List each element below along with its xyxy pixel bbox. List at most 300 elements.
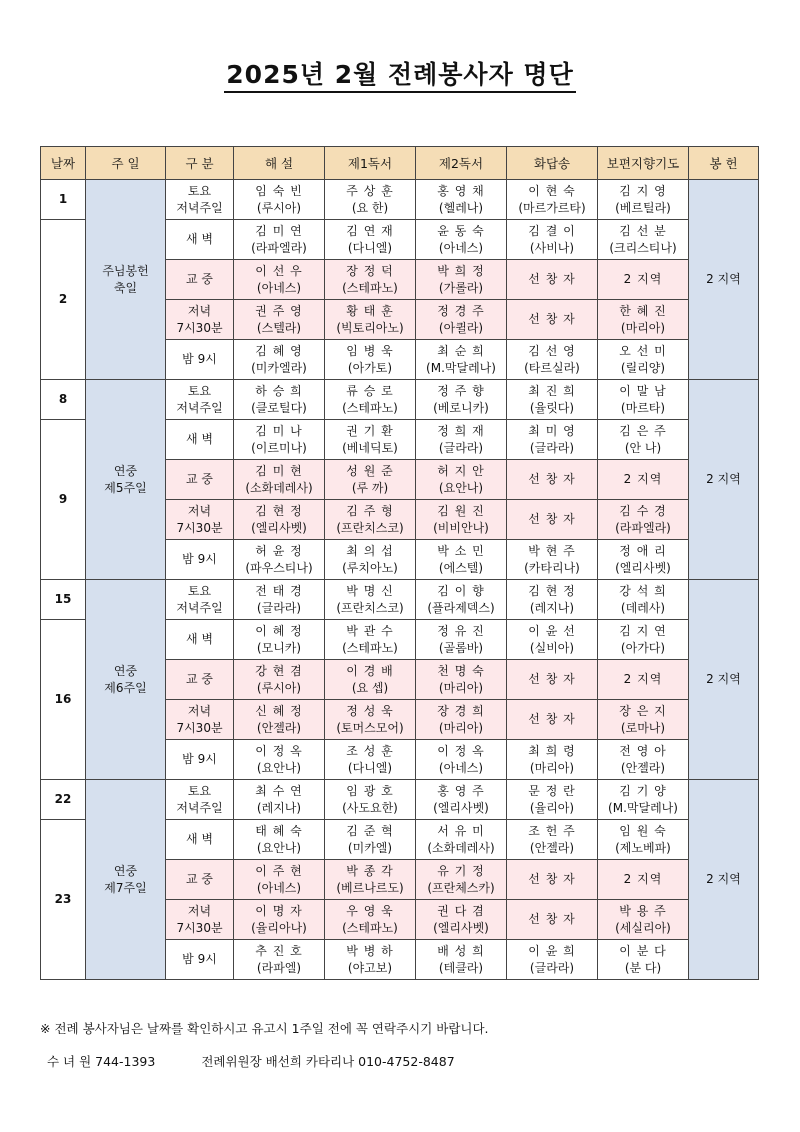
cell-commentary	[234, 700, 325, 740]
cell-psalm	[507, 540, 598, 580]
mass-time-main-mass	[166, 260, 234, 300]
volunteer-name: 한 혜 진	[619, 303, 667, 318]
baptismal-name: (헬레나)	[438, 200, 484, 215]
roster-table	[40, 146, 759, 980]
cell-psalm	[507, 780, 598, 820]
cell-reading2	[416, 340, 507, 380]
baptismal-name: (가롤라)	[438, 280, 484, 295]
cell-reading2	[416, 300, 507, 340]
cell-reading1	[325, 620, 416, 660]
date-saturday: 8	[41, 380, 86, 420]
baptismal-name: (레지나)	[256, 800, 302, 815]
mass-time-line: 저녁	[187, 903, 212, 918]
cell-intercessions	[598, 180, 689, 220]
mass-time-sat-evening	[166, 180, 234, 220]
cell-reading1	[325, 540, 416, 580]
header-psalm: 화답송	[507, 147, 598, 180]
volunteer-name: 박 종 각	[346, 863, 394, 878]
cell-intercessions	[598, 460, 689, 500]
baptismal-name: (M.막달레나)	[426, 360, 496, 375]
volunteer-name: 선 창 자	[528, 512, 576, 526]
cell-intercessions	[598, 500, 689, 540]
baptismal-name: (안젤라)	[529, 840, 575, 855]
baptismal-name: (스테파노)	[342, 400, 398, 415]
volunteer-name: 이 혜 정	[255, 623, 303, 638]
volunteer-name: 정 애 리	[619, 543, 667, 558]
cell-commentary	[234, 420, 325, 460]
volunteer-name: 김 지 연	[619, 623, 667, 638]
mass-time-line: 7시30분	[176, 520, 223, 535]
cell-commentary	[234, 580, 325, 620]
volunteer-name: 조 성 훈	[346, 743, 394, 758]
volunteer-name: 김 준 혁	[346, 823, 394, 838]
baptismal-name: (라파엘라)	[615, 520, 671, 535]
cell-reading2	[416, 540, 507, 580]
cell-reading2	[416, 260, 507, 300]
volunteer-name: 유 기 정	[437, 863, 485, 878]
mass-time-line: 저녁	[187, 303, 212, 318]
volunteer-name: 장 경 희	[437, 703, 485, 718]
cell-reading2	[416, 860, 507, 900]
sunday-name	[86, 380, 166, 580]
cell-psalm	[507, 300, 598, 340]
cell-intercessions	[598, 860, 689, 900]
volunteer-name: 김 미 연	[255, 223, 303, 238]
cell-psalm	[507, 580, 598, 620]
volunteer-name: 하 승 희	[255, 383, 303, 398]
baptismal-name: (파우스티나)	[245, 560, 313, 575]
baptismal-name: (소화데레사)	[245, 480, 313, 495]
mass-time-dawn	[166, 420, 234, 460]
volunteer-name: 이 선 우	[255, 263, 303, 278]
cell-commentary	[234, 300, 325, 340]
volunteer-name: 이 명 자	[255, 903, 303, 918]
cell-reading1	[325, 700, 416, 740]
volunteer-name: 임 원 숙	[619, 823, 667, 838]
baptismal-name: (소화데레사)	[427, 840, 495, 855]
volunteer-name: 배 성 희	[437, 943, 485, 958]
mass-time-main-mass	[166, 460, 234, 500]
cell-reading2	[416, 780, 507, 820]
volunteer-name: 성 원 준	[346, 463, 394, 478]
cell-psalm	[507, 220, 598, 260]
cell-intercessions	[598, 780, 689, 820]
volunteer-name: 이 말 남	[619, 383, 667, 398]
volunteer-name: 이 정 옥	[437, 743, 485, 758]
baptismal-name: (아네스)	[256, 880, 302, 895]
page-title: 2025년 2월 전례봉사자 명단	[0, 55, 800, 91]
baptismal-name: (아퀼라)	[438, 320, 484, 335]
offering-group: 2 지역	[689, 180, 759, 380]
cell-psalm	[507, 940, 598, 980]
volunteer-name: 태 혜 숙	[255, 823, 303, 838]
volunteer-name: 김 선 분	[619, 223, 667, 238]
cell-commentary	[234, 860, 325, 900]
baptismal-name: (안젤라)	[620, 760, 666, 775]
cell-psalm	[507, 860, 598, 900]
sunday-name	[86, 780, 166, 980]
mass-time-line: 저녁	[187, 503, 212, 518]
volunteer-name: 강 현 겸	[255, 663, 303, 678]
volunteer-name: 2 지역	[623, 272, 663, 286]
baptismal-name: (라파엘라)	[251, 240, 307, 255]
volunteer-name: 선 창 자	[528, 672, 576, 686]
baptismal-name: (에스텔)	[438, 560, 484, 575]
header-intercessions: 보편지향기도	[598, 147, 689, 180]
volunteer-name: 박 용 주	[619, 903, 667, 918]
mass-time-line: 토요	[187, 783, 212, 798]
offering-group: 2 지역	[689, 780, 759, 980]
volunteer-name: 최 순 희	[437, 343, 485, 358]
volunteer-name: 정 희 재	[437, 423, 485, 438]
cell-commentary	[234, 380, 325, 420]
baptismal-name: (루시아)	[256, 680, 302, 695]
cell-reading1	[325, 420, 416, 460]
mass-time-sat-evening	[166, 780, 234, 820]
mass-time-line: 새 벽	[186, 432, 213, 446]
cell-intercessions	[598, 260, 689, 300]
baptismal-name: (모니카)	[256, 640, 302, 655]
baptismal-name: (안젤라)	[256, 720, 302, 735]
baptismal-name: (비비안나)	[433, 520, 489, 535]
volunteer-name: 권 다 겸	[437, 903, 485, 918]
mass-time-night	[166, 740, 234, 780]
cell-intercessions	[598, 900, 689, 940]
volunteer-name: 김 결 이	[528, 223, 576, 238]
volunteer-name: 김 현 정	[528, 583, 576, 598]
baptismal-name: (스테파노)	[342, 920, 398, 935]
volunteer-name: 장 은 지	[619, 703, 667, 718]
roster-body	[41, 180, 759, 980]
volunteer-name: 선 창 자	[528, 872, 576, 886]
mass-time-line: 교 중	[186, 672, 213, 686]
mass-time-evening	[166, 500, 234, 540]
cell-commentary	[234, 940, 325, 980]
header-row	[41, 147, 759, 180]
volunteer-name: 김 기 양	[619, 783, 667, 798]
baptismal-name: (크리스티나)	[609, 240, 677, 255]
baptismal-name: (골롬바)	[438, 640, 484, 655]
volunteer-name: 정 주 향	[437, 383, 485, 398]
baptismal-name: (베르틸라)	[615, 200, 671, 215]
volunteer-name: 김 연 재	[346, 223, 394, 238]
baptismal-name: (라파엘)	[256, 960, 302, 975]
mass-time-line: 저녁주일	[176, 200, 223, 215]
mass-time-line: 교 중	[186, 272, 213, 286]
volunteer-name: 윤 동 숙	[437, 223, 485, 238]
mass-time-dawn	[166, 820, 234, 860]
mass-time-line: 교 중	[186, 472, 213, 486]
mass-time-line: 7시30분	[176, 320, 223, 335]
volunteer-name: 김 미 나	[255, 423, 303, 438]
cell-reading1	[325, 660, 416, 700]
cell-psalm	[507, 340, 598, 380]
volunteer-name: 오 선 미	[619, 343, 667, 358]
mass-time-evening	[166, 700, 234, 740]
baptismal-name: (미카엘)	[347, 840, 393, 855]
cell-reading2	[416, 620, 507, 660]
volunteer-name: 박 희 정	[437, 263, 485, 278]
header-reading1: 제1독서	[325, 147, 416, 180]
cell-commentary	[234, 820, 325, 860]
baptismal-name: (플라제덱스)	[427, 600, 495, 615]
cell-commentary	[234, 500, 325, 540]
cell-reading2	[416, 220, 507, 260]
header-offering: 봉 헌	[689, 147, 759, 180]
notice-text: ※ 전례 봉사자님은 날짜를 확인하시고 유고시 1주일 전에 꼭 연락주시기 바랍니다.	[40, 1021, 489, 1036]
cell-reading1	[325, 740, 416, 780]
cell-reading1	[325, 580, 416, 620]
volunteer-name: 최 미 영	[528, 423, 576, 438]
cell-reading1	[325, 380, 416, 420]
baptismal-name: (프란치스코)	[336, 520, 404, 535]
cell-intercessions	[598, 820, 689, 860]
cell-reading1	[325, 340, 416, 380]
volunteer-name: 서 유 미	[437, 823, 485, 838]
baptismal-name: (마리아)	[620, 320, 666, 335]
contact-line	[47, 1052, 455, 1070]
cell-psalm	[507, 420, 598, 460]
volunteer-name: 박 병 하	[346, 943, 394, 958]
cell-reading1	[325, 500, 416, 540]
volunteer-name: 박 현 주	[528, 543, 576, 558]
baptismal-name: (다니엘)	[347, 760, 393, 775]
volunteer-name: 이 주 현	[255, 863, 303, 878]
volunteer-name: 김 원 진	[437, 503, 485, 518]
sunday-name-line: 주님봉헌	[102, 263, 149, 278]
date-saturday: 22	[41, 780, 86, 820]
mass-time-line: 7시30분	[176, 720, 223, 735]
baptismal-name: (루치아노)	[342, 560, 398, 575]
volunteer-name: 이 정 옥	[255, 743, 303, 758]
baptismal-name: (루시아)	[256, 200, 302, 215]
table-row	[41, 780, 759, 820]
cell-reading2	[416, 380, 507, 420]
cell-intercessions	[598, 220, 689, 260]
offering-group: 2 지역	[689, 380, 759, 580]
mass-time-night	[166, 540, 234, 580]
baptismal-name: (클로틸다)	[251, 400, 307, 415]
baptismal-name: (마리아)	[438, 680, 484, 695]
baptismal-name: (안 나)	[624, 440, 662, 455]
header-date: 날짜	[41, 147, 86, 180]
cell-reading2	[416, 740, 507, 780]
volunteer-name: 천 명 숙	[437, 663, 485, 678]
cell-psalm	[507, 260, 598, 300]
volunteer-name: 이 경 배	[346, 663, 394, 678]
cell-intercessions	[598, 620, 689, 660]
baptismal-name: (요 한)	[351, 200, 389, 215]
cell-reading2	[416, 420, 507, 460]
baptismal-name: (글라라)	[529, 960, 575, 975]
baptismal-name: (글라라)	[256, 600, 302, 615]
baptismal-name: (아네스)	[438, 240, 484, 255]
baptismal-name: (엘리사벳)	[433, 800, 489, 815]
volunteer-name: 정 유 진	[437, 623, 485, 638]
mass-time-line: 새 벽	[186, 632, 213, 646]
baptismal-name: (요안나)	[438, 480, 484, 495]
cell-commentary	[234, 260, 325, 300]
baptismal-name: (타르실라)	[524, 360, 580, 375]
sunday-name	[86, 180, 166, 380]
cell-intercessions	[598, 540, 689, 580]
baptismal-name: (마르타)	[620, 400, 666, 415]
mass-time-line: 저녁주일	[176, 800, 223, 815]
volunteer-name: 이 현 숙	[528, 183, 576, 198]
table-row	[41, 180, 759, 220]
volunteer-name: 김 은 주	[619, 423, 667, 438]
volunteer-name: 조 헌 주	[528, 823, 576, 838]
sunday-name-line: 연중	[113, 463, 138, 478]
cell-intercessions	[598, 700, 689, 740]
volunteer-name: 임 병 욱	[346, 343, 394, 358]
volunteer-name: 이 윤 희	[528, 943, 576, 958]
volunteer-name: 김 선 영	[528, 343, 576, 358]
baptismal-name: (요안나)	[256, 840, 302, 855]
mass-time-line: 밤 9시	[182, 952, 217, 966]
cell-commentary	[234, 780, 325, 820]
baptismal-name: (베네딕토)	[342, 440, 398, 455]
volunteer-name: 2 지역	[623, 872, 663, 886]
volunteer-name: 권 기 환	[346, 423, 394, 438]
volunteer-name: 정 경 주	[437, 303, 485, 318]
volunteer-name: 박 소 민	[437, 543, 485, 558]
volunteer-name: 선 창 자	[528, 312, 576, 326]
mass-time-line: 밤 9시	[182, 352, 217, 366]
cell-intercessions	[598, 420, 689, 460]
mass-time-line: 저녁	[187, 703, 212, 718]
baptismal-name: (데레사)	[620, 600, 666, 615]
baptismal-name: (제노베파)	[615, 840, 671, 855]
mass-time-line: 7시30분	[176, 920, 223, 935]
volunteer-name: 홍 영 채	[437, 183, 485, 198]
cell-reading1	[325, 220, 416, 260]
cell-intercessions	[598, 340, 689, 380]
cell-reading2	[416, 500, 507, 540]
sunday-name-line: 연중	[113, 863, 138, 878]
baptismal-name: (레지나)	[529, 600, 575, 615]
cell-psalm	[507, 380, 598, 420]
cell-psalm	[507, 620, 598, 660]
sunday-name-line: 연중	[113, 663, 138, 678]
baptismal-name: (마르가르타)	[518, 200, 586, 215]
sunday-name-line: 제7주일	[104, 880, 147, 895]
cell-commentary	[234, 460, 325, 500]
cell-reading1	[325, 820, 416, 860]
cell-psalm	[507, 740, 598, 780]
convent-contact: 수 녀 원 744-1393	[47, 1054, 156, 1069]
cell-psalm	[507, 460, 598, 500]
volunteer-name: 박 관 수	[346, 623, 394, 638]
cell-reading2	[416, 180, 507, 220]
volunteer-name: 황 태 훈	[346, 303, 394, 318]
chair-contact: 전례위원장 배선희 카타리나 010-4752-8487	[201, 1054, 455, 1069]
mass-time-evening	[166, 300, 234, 340]
cell-reading1	[325, 940, 416, 980]
cell-psalm	[507, 660, 598, 700]
volunteer-name: 임 광 호	[346, 783, 394, 798]
volunteer-name: 김 현 정	[255, 503, 303, 518]
baptismal-name: (아가다)	[620, 640, 666, 655]
cell-reading2	[416, 660, 507, 700]
baptismal-name: (율리아나)	[251, 920, 307, 935]
baptismal-name: (엘리사벳)	[615, 560, 671, 575]
cell-intercessions	[598, 740, 689, 780]
baptismal-name: (프란체스카)	[427, 880, 495, 895]
cell-reading1	[325, 260, 416, 300]
baptismal-name: (베로니카)	[433, 400, 489, 415]
cell-intercessions	[598, 580, 689, 620]
cell-psalm	[507, 820, 598, 860]
sunday-name-line: 제6주일	[104, 680, 147, 695]
mass-time-line: 토요	[187, 183, 212, 198]
baptismal-name: (스테파노)	[342, 280, 398, 295]
cell-reading2	[416, 700, 507, 740]
volunteer-name: 최 진 희	[528, 383, 576, 398]
baptismal-name: (세실리아)	[615, 920, 671, 935]
mass-time-sat-evening	[166, 580, 234, 620]
volunteer-name: 허 윤 정	[255, 543, 303, 558]
volunteer-name: 임 숙 빈	[255, 183, 303, 198]
volunteer-name: 전 태 경	[255, 583, 303, 598]
cell-reading2	[416, 940, 507, 980]
mass-time-night	[166, 340, 234, 380]
cell-commentary	[234, 660, 325, 700]
cell-commentary	[234, 740, 325, 780]
mass-time-line: 저녁주일	[176, 600, 223, 615]
cell-commentary	[234, 340, 325, 380]
baptismal-name: (토머스모어)	[336, 720, 404, 735]
volunteer-name: 선 창 자	[528, 472, 576, 486]
volunteer-name: 장 정 덕	[346, 263, 394, 278]
baptismal-name: (M.막달레나)	[608, 800, 678, 815]
header-category: 구 분	[166, 147, 234, 180]
cell-psalm	[507, 900, 598, 940]
mass-time-dawn	[166, 220, 234, 260]
cell-commentary	[234, 900, 325, 940]
cell-intercessions	[598, 660, 689, 700]
mass-time-line: 저녁주일	[176, 400, 223, 415]
sunday-name-line: 제5주일	[104, 480, 147, 495]
volunteer-name: 최 의 섭	[346, 543, 394, 558]
volunteer-name: 정 성 욱	[346, 703, 394, 718]
baptismal-name: (야고보)	[347, 960, 393, 975]
cell-reading1	[325, 900, 416, 940]
volunteer-name: 김 미 현	[255, 463, 303, 478]
baptismal-name: (카타리나)	[524, 560, 580, 575]
date-sunday: 2	[41, 220, 86, 380]
mass-time-line: 밤 9시	[182, 752, 217, 766]
volunteer-name: 김 이 향	[437, 583, 485, 598]
cell-psalm	[507, 180, 598, 220]
volunteer-name: 문 정 란	[528, 783, 576, 798]
cell-reading1	[325, 860, 416, 900]
baptismal-name: (마리아)	[438, 720, 484, 735]
cell-commentary	[234, 220, 325, 260]
header-sunday: 주 일	[86, 147, 166, 180]
date-sunday: 23	[41, 820, 86, 980]
volunteer-name: 선 창 자	[528, 272, 576, 286]
date-saturday: 1	[41, 180, 86, 220]
baptismal-name: (아가토)	[347, 360, 393, 375]
baptismal-name: (스텔라)	[256, 320, 302, 335]
mass-time-main-mass	[166, 860, 234, 900]
cell-reading1	[325, 780, 416, 820]
volunteer-name: 김 주 형	[346, 503, 394, 518]
volunteer-name: 권 주 영	[255, 303, 303, 318]
volunteer-name: 2 지역	[623, 672, 663, 686]
volunteer-name: 홍 영 주	[437, 783, 485, 798]
